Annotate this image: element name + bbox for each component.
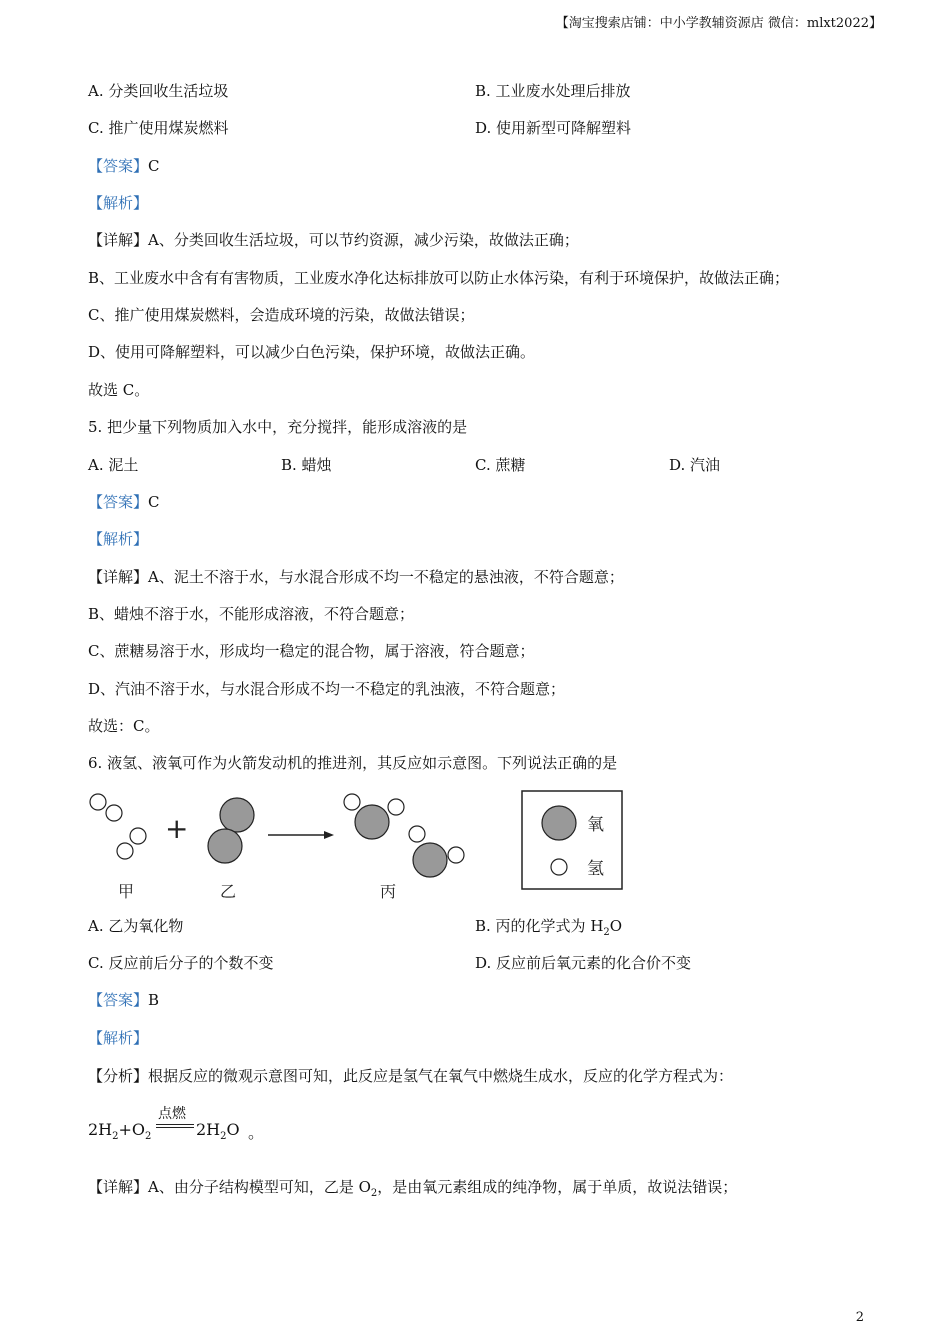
- hydrogen-atom: [344, 794, 360, 810]
- q4-option-b: B. 工业废水处理后排放: [475, 82, 631, 100]
- q4-option-a: A. 分类回收生活垃圾: [88, 82, 229, 100]
- q5-option-a: A. 泥土: [88, 456, 139, 474]
- molecule-bing: [344, 794, 464, 877]
- hydrogen-atom: [117, 843, 133, 859]
- q4-detail-4: D、使用可降解塑料，可以减少白色污染，保护环境，故做法正确。: [88, 343, 536, 361]
- q5-detail-1: 【详解】A、泥土不溶于水，与水混合形成不均一不稳定的悬浊液，不符合题意；: [88, 568, 624, 586]
- answer-tag: 【答案】: [88, 493, 149, 511]
- detail-tag: 【详解】: [88, 568, 149, 586]
- oxygen-atom: [413, 843, 447, 877]
- label-bing: 丙: [380, 882, 397, 901]
- q5-option-c: C. 蔗糖: [475, 456, 526, 474]
- q5-answer: [88, 492, 160, 512]
- plus-sign: +: [165, 812, 189, 845]
- hydrogen-atom: [90, 794, 106, 810]
- label-jia: 甲: [118, 882, 135, 901]
- reaction-condition: 点燃: [158, 1106, 186, 1122]
- reaction-diagram: [80, 785, 640, 910]
- q4-conclusion: 故选 C。: [88, 381, 150, 399]
- legend-oxygen-label: 氧: [587, 815, 604, 835]
- hydrogen-atom: [448, 847, 464, 863]
- chemical-equation: $2H_2+O_2$ 点燃 $2H_2O$ 。: [88, 1103, 308, 1148]
- detail-tag: 【详解】: [88, 231, 149, 249]
- oxygen-legend-icon: [542, 806, 576, 840]
- q6-detail-1: 【详解】A、由分子结构模型可知，乙是 $O_2$，是由氧元素组成的纯净物，属于单质，故说法错误；: [88, 1178, 738, 1199]
- answer-value: C: [148, 157, 160, 175]
- q4-option-c: C. 推广使用煤炭燃料: [88, 119, 229, 137]
- q4-detail-1: 【详解】A、分类回收生活垃圾，可以节约资源，减少污染，故做法正确；: [88, 231, 579, 249]
- q5-detail-2: B、蜡烛不溶于水，不能形成溶液，不符合题意；: [88, 605, 415, 623]
- q5-stem: 5. 把少量下列物质加入水中，充分搅拌，能形成溶液的是: [88, 418, 468, 436]
- hydrogen-atom: [106, 805, 122, 821]
- q6-option-c: C. 反应前后分子的个数不变: [88, 954, 274, 972]
- label-yi: 乙: [220, 882, 237, 901]
- q4-detail-3: C、推广使用煤炭燃料，会造成环境的污染，故做法错误；: [88, 306, 475, 324]
- q6-option-a: A. 乙为氧化物: [88, 917, 184, 935]
- legend-box: [522, 791, 622, 889]
- reaction-arrow: [268, 831, 334, 839]
- page-number: 2: [855, 1310, 864, 1325]
- oxygen-atom: [355, 805, 389, 839]
- q5-detail-3: C、蔗糖易溶于水，形成均一稳定的混合物，属于溶液，符合题意；: [88, 642, 535, 660]
- q5-option-d: D. 汽油: [669, 456, 721, 474]
- q6-option-b: B. 丙的化学式为 $H_2O$: [475, 917, 623, 938]
- q4-option-d: D. 使用新型可降解塑料: [475, 119, 632, 137]
- fenxi-tag: 【分析】: [88, 1067, 149, 1085]
- q6-answer: [88, 990, 159, 1010]
- q5-option-b: B. 蜡烛: [281, 456, 332, 474]
- q4-answer: [88, 156, 160, 176]
- answer-tag: 【答案】: [88, 991, 149, 1009]
- answer-tag: 【答案】: [88, 157, 149, 175]
- q6-option-d: D. 反应前后氧元素的化合价不变: [475, 954, 692, 972]
- q5-detail-4: D、汽油不溶于水，与水混合形成不均一不稳定的乳浊液，不符合题意；: [88, 680, 566, 698]
- q6-analysis-tag: 【解析】: [88, 1029, 149, 1047]
- molecule-jia: [90, 794, 146, 859]
- legend-hydrogen-label: 氢: [587, 859, 604, 879]
- q5-conclusion: 故选：C。: [88, 717, 160, 735]
- answer-value: B: [148, 991, 160, 1009]
- header-watermark: 【淘宝搜索店铺：中小学教辅资源店 微信：mlxt2022】: [555, 16, 882, 31]
- detail-tag: 【详解】: [88, 1178, 149, 1196]
- q4-analysis-tag: 【解析】: [88, 194, 149, 212]
- oxygen-atom: [208, 829, 242, 863]
- q4-detail-2: B、工业废水中含有有害物质，工业废水净化达标排放可以防止水体污染，有利于环境保护，故做法正确；: [88, 269, 790, 287]
- q6-fenxi: 【分析】根据反应的微观示意图可知，此反应是氢气在氧气中燃烧生成水，反应的化学方程式为：: [88, 1067, 734, 1085]
- answer-value: C: [148, 493, 160, 511]
- hydrogen-legend-icon: [551, 859, 567, 875]
- oxygen-atom: [220, 798, 254, 832]
- hydrogen-atom: [388, 799, 404, 815]
- hydrogen-atom: [130, 828, 146, 844]
- q5-analysis-tag: 【解析】: [88, 530, 149, 548]
- hydrogen-atom: [409, 826, 425, 842]
- molecule-yi: [208, 798, 254, 863]
- q6-stem: 6. 液氢、液氧可作为火箭发动机的推进剂，其反应如示意图。下列说法正确的是: [88, 754, 618, 772]
